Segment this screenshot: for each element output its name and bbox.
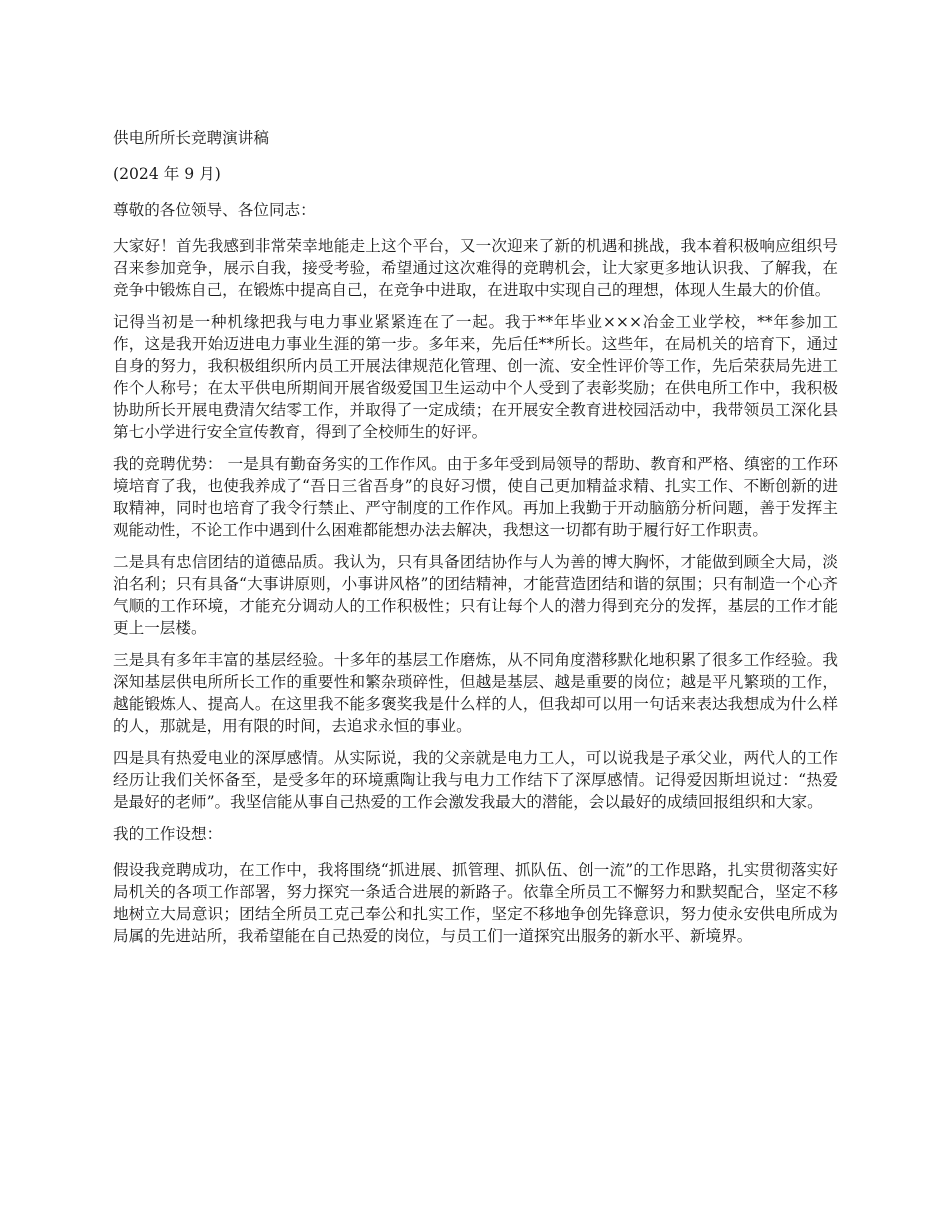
document-date: (2024 年 9 月): [113, 165, 221, 183]
paragraph-advantage-3: 三是具有多年丰富的基层经验。十多年的基层工作磨炼，从不同角度潜移默化地积累了很多工作经验。我深知基层供电所所长工作的重要性和繁杂琐碎性，但越是基层、越是重要的岗位；越是平凡繁琐的工作，越能锻炼人、提高人。在这里我不能多褒奖我是什么样的人，但我却可以用一句话来表达我想成为什么样的人，那就是，用有限的时间，去追求永恒的事业。: [113, 651, 838, 735]
document-body: [113, 127, 838, 957]
paragraph-advantage-1: 我的竞聘优势： 一是具有勤奋务实的工作作风。由于多年受到局领导的帮助、教育和严格、缜密的工作环境培育了我，也使我养成了“吾日三省吾身”的良好习惯，使自己更加精益求精、扎实工作、不断创新的进取精神，同时也培育了我令行禁止、严守制度的工作作风。再加上我勤于开动脑筋分析问题，善于发挥主观能动性，不论工作中遇到什么困难都能想办法去解决，我想这一切都有助于履行好工作职责。: [113, 455, 838, 539]
salutation: 尊敬的各位领导、各位同志：: [113, 201, 316, 219]
paragraph-opening: 大家好！首先我感到非常荣幸地能走上这个平台，又一次迎来了新的机遇和挑战，我本着积极响应组织号召来参加竞争，展示自我，接受考验，希望通过这次难得的竞聘机会，让大家更多地认识我、了解我，在竞争中锻炼自己，在锻炼中提高自己，在竞争中进取，在进取中实现自己的理想，体现人生最大的价值。: [113, 237, 838, 299]
paragraph-background: 记得当初是一种机缘把我与电力事业紧紧连在了一起。我于**年毕业×××冶金工业学校，**年参加工作，这是我开始迈进电力事业生涯的第一步。多年来，先后任**所长。这些年，在局机关的培育下，通过自身的努力，我积极组织所内员工开展法律规范化管理、创一流、安全性评价等工作，先后荣获局先进工作个人称号；在太平供电所期间开展省级爱国卫生运动中个人受到了表彰奖励；在供电所工作中，我积极协助所长开展电费清欠结零工作，并取得了一定成绩；在开展安全教育进校园活动中，我带领员工深化县第七小学进行安全宣传教育，得到了全校师生的好评。: [113, 313, 838, 441]
paragraph-plans: 假设我竞聘成功，在工作中，我将围绕“抓进展、抓管理、抓队伍、创一流”的工作思路，扎实贯彻落实好局机关的各项工作部署，努力探究一条适合进展的新路子。依靠全所员工不懈努力和默契配合，坚定不移地树立大局意识；团结全所员工克己奉公和扎实工作，坚定不移地争创先锋意识，努力使永安供电所成为局属的先进站所，我希望能在自己热爱的岗位，与员工们一道探究出服务的新水平、新境界。: [113, 861, 838, 945]
paragraph-advantage-2: 二是具有忠信团结的道德品质。我认为，只有具备团结协作与人为善的博大胸怀，才能做到顾全大局，淡泊名利；只有具备“大事讲原则，小事讲风格”的团结精神，才能营造团结和谐的氛围；只有制造一个心齐气顺的工作环境，才能充分调动人的工作积极性；只有让每个人的潜力得到充分的发挥，基层的工作才能更上一层楼。: [113, 553, 838, 637]
document-title: 供电所所长竞聘演讲稿: [113, 129, 269, 147]
paragraph-advantage-4: 四是具有热爱电业的深厚感情。从实际说，我的父亲就是电力工人，可以说我是子承父业，两代人的工作经历让我们关怀备至，是受多年的环境熏陶让我与电力工作结下了深厚感情。记得爱因斯坦说过：“热爱是最好的老师”。我坚信能从事自己热爱的工作会激发我最大的潜能，会以最好的成绩回报组织和大家。: [113, 749, 838, 811]
section-heading-plans: 我的工作设想：: [113, 825, 223, 843]
